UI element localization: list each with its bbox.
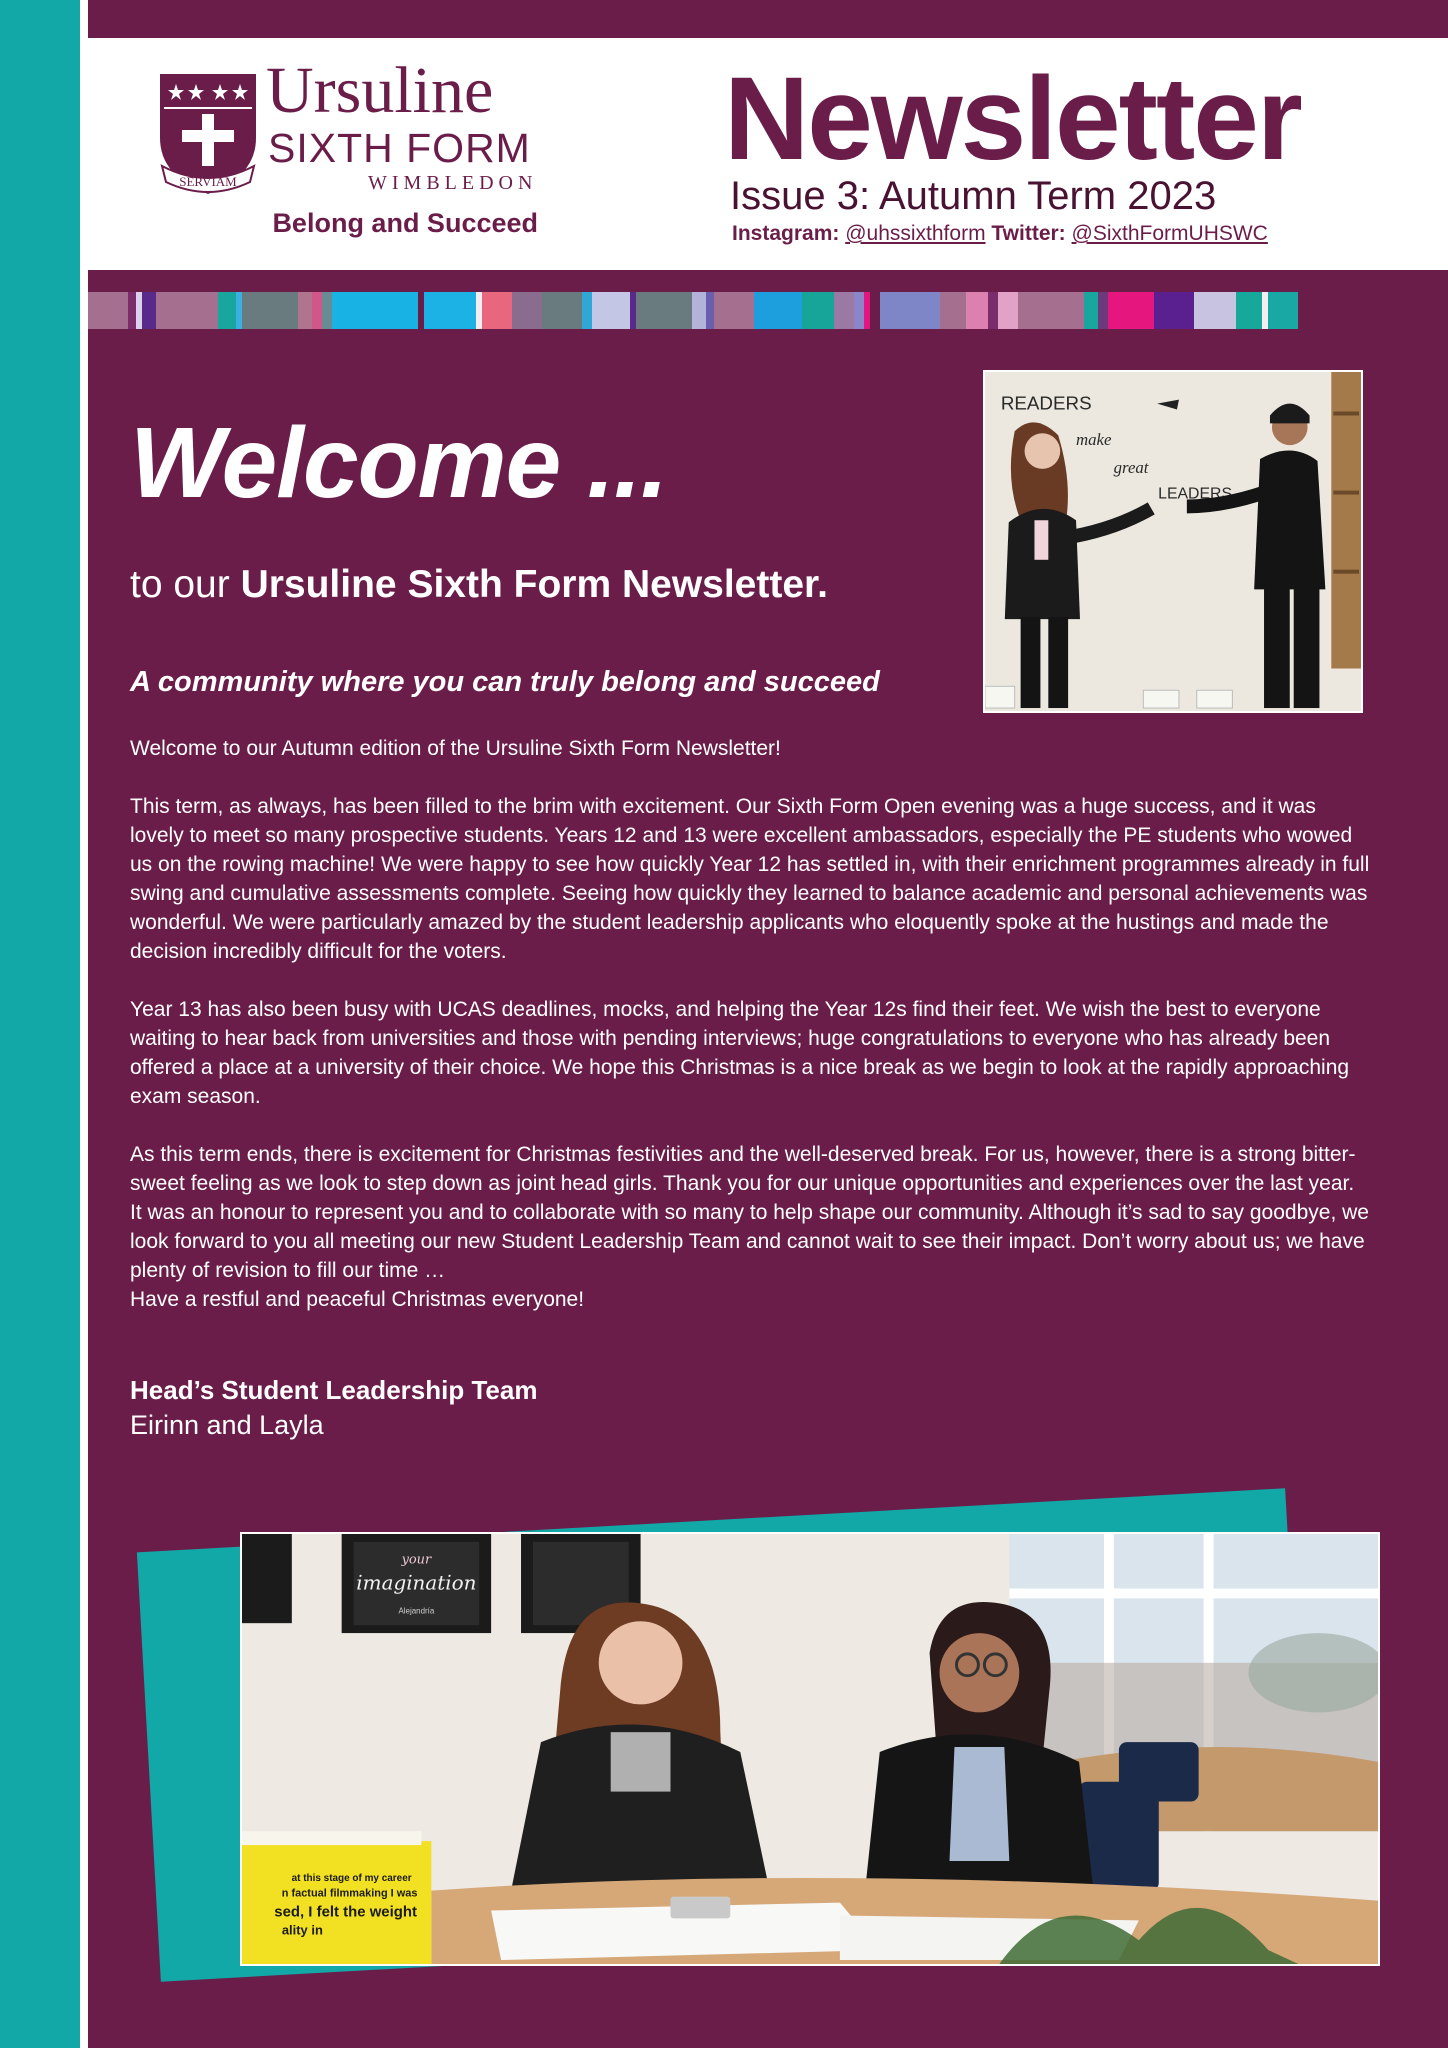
poster-caption: Alejandría (398, 1606, 435, 1616)
brand-location: WIMBLEDON (368, 172, 538, 194)
photo-word-great: great (1113, 457, 1149, 477)
paragraph: Have a restful and peaceful Christmas everyone! (130, 1288, 585, 1311)
community-subheading: A community where you can truly belong and succeed (130, 666, 880, 698)
newsletter-page (88, 0, 1448, 2048)
welcome-heading: Welcome ... (130, 407, 668, 519)
issue-label: Issue 3: Autumn Term 2023 (730, 174, 1217, 218)
book-text-line-2: n factual filmmaking I was (281, 1887, 418, 1900)
intro-prefix: to our (130, 563, 230, 606)
signoff-names: Eirinn and Layla (130, 1410, 324, 1440)
intro-line (130, 560, 828, 610)
paragraph: Welcome to our Autumn edition of the Ursuline Sixth Form Newsletter! (130, 737, 781, 760)
crest-motto: SERVIAM (179, 174, 237, 189)
photo-word-make: make (1076, 430, 1112, 450)
head-girls-photo (240, 1532, 1380, 1966)
poster-word-your: your (401, 1552, 432, 1568)
signoff-title: Head’s Student Leadership Team (130, 1375, 538, 1405)
left-teal-bar (0, 0, 80, 2048)
newsletter-title: Newsletter (724, 53, 1301, 185)
twitter-link[interactable]: @SixthFormUHSWC (1071, 222, 1268, 245)
brand-name: Ursuline (266, 54, 494, 127)
photo-word-leaders: LEADERS (1158, 485, 1233, 503)
instagram-label: Instagram: (732, 222, 840, 245)
leaders-photo (983, 370, 1363, 713)
instagram-link[interactable]: @uhssixthform (845, 222, 986, 245)
brand-subtitle: SIXTH FORM (268, 125, 531, 171)
paragraph: This term, as always, has been filled to the brim with excitement. Our Sixth Form Open evening was a huge success, and it was lovely to meet so many prospective students. Years 12 and 13 were excellent ambassadors, especially the PE students who wowed us on the rowing machine! We were happy to see how quickly Year 12 has settled in, with their enrichment programmes already in full swing and cumulative assessments complete. Seeing how quickly they learned to balance academic and personal achievements was wonderful. We were particularly amazed by the student leadership applicants who eloquently spoke at the hustings and made the decision incredibly difficult for the voters. (130, 795, 1370, 963)
color-stripe-divider (88, 292, 1448, 329)
school-crest-icon (154, 68, 262, 200)
book-text-line-4: ality in (281, 1922, 323, 1938)
book-text-line-1: at this stage of my career (291, 1872, 412, 1884)
masthead (88, 38, 1448, 270)
tagline: Belong and Succeed (272, 208, 538, 238)
left-white-divider (80, 0, 88, 2048)
twitter-label: Twitter: (991, 222, 1066, 245)
paragraph: As this term ends, there is excitement for Christmas festivities and the well-deserved break. For us, however, there is a strong bitter-sweet feeling as we look to step down as joint head girls. Thank you for our unique opportunities and experiences over the last year. It was an honour to represent you and to collaborate with so many to help shape our community. Although it’s sad to say goodbye, we look forward to you all meeting our new Student Leadership Team and cannot wait to see their impact. Don’t worry about us; we have plenty of revision to fill our time … (130, 1143, 1369, 1282)
photo-word-readers: READERS (1000, 392, 1092, 414)
poster-word-imagination: imagination (356, 1571, 477, 1595)
social-links (732, 222, 1268, 246)
paragraph: Year 13 has also been busy with UCAS deadlines, mocks, and helping the Year 12s find their feet. We wish the best to everyone waiting to hear back from universities and those with pending interviews; huge congratulations to everyone who has already been offered a place at a university of their choice. We hope this Christmas is a nice break as we begin to look at the rapidly approaching exam season. (130, 998, 1350, 1108)
book-text-line-3: sed, I felt the weight (274, 1904, 417, 1921)
intro-bold: Ursuline Sixth Form Newsletter. (240, 563, 828, 606)
article-body (130, 734, 1370, 1343)
